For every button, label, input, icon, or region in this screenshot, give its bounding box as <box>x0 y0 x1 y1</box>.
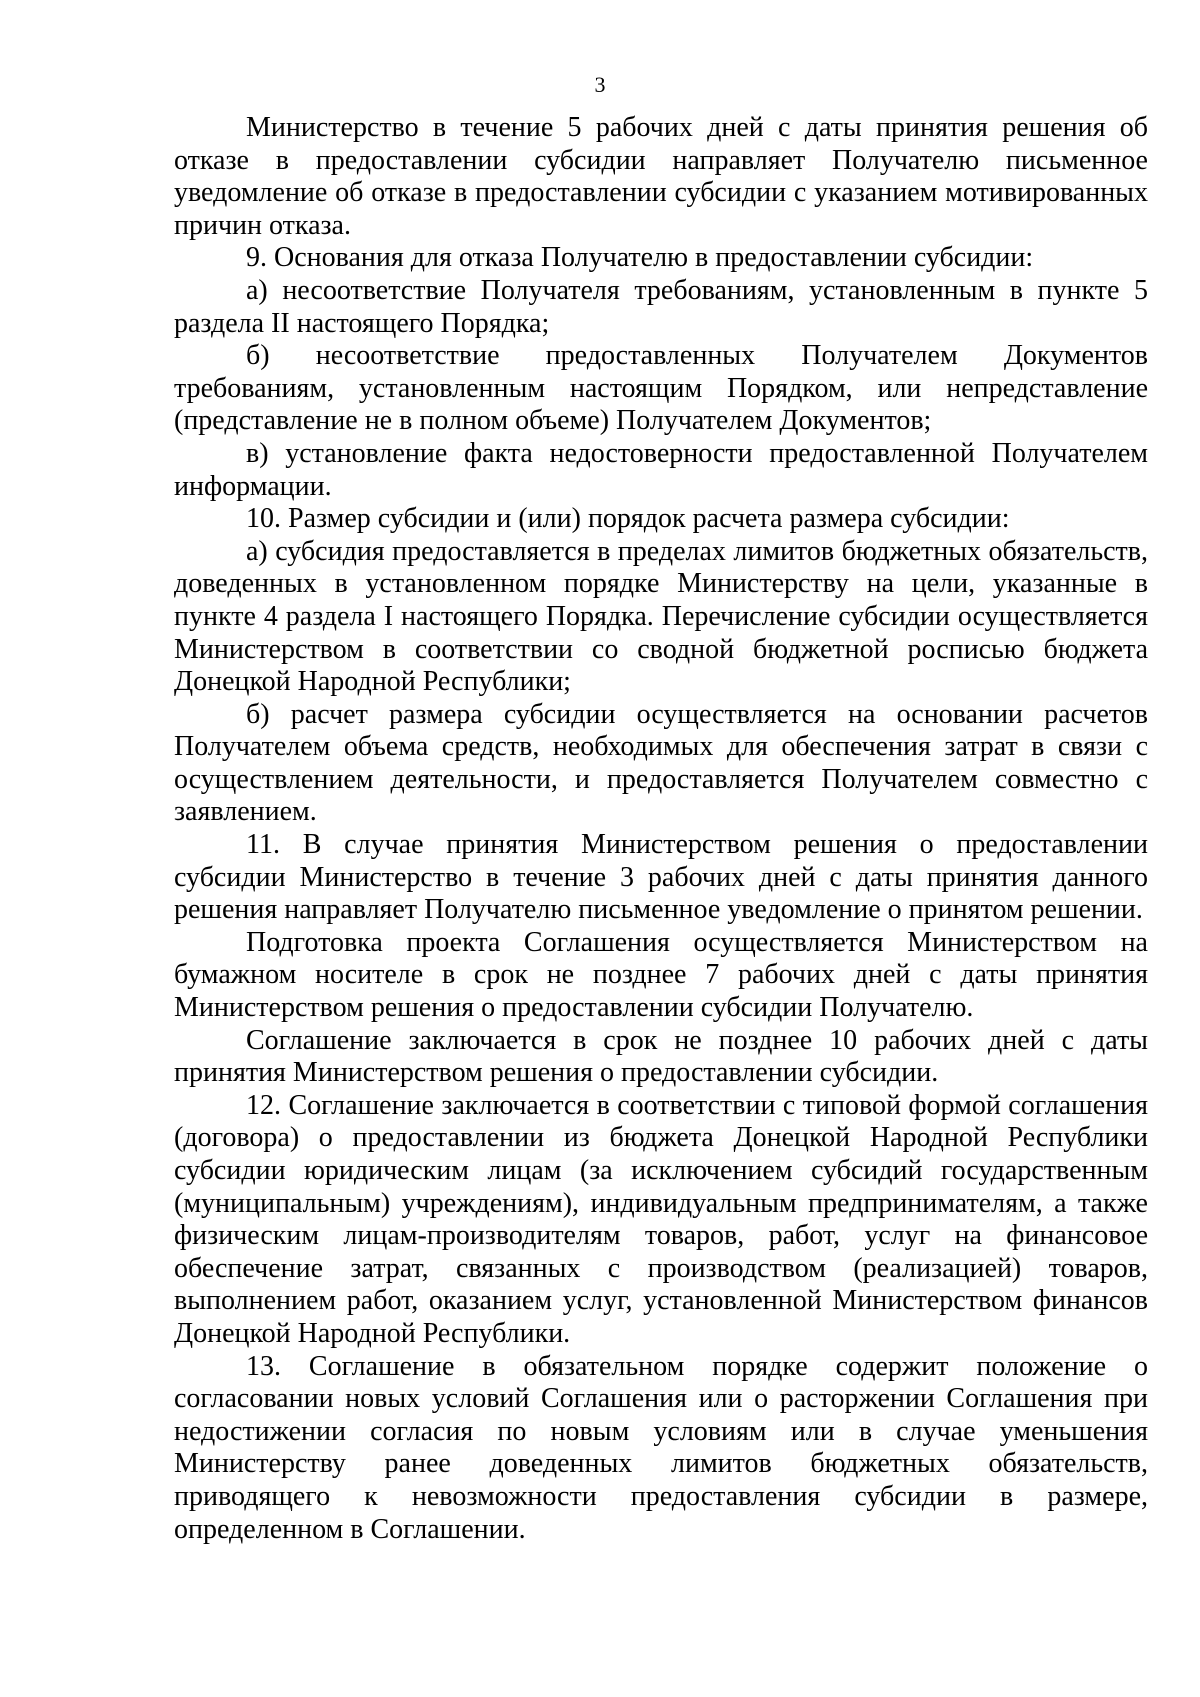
paragraph: Подготовка проекта Соглашения осуществляется Министерством на бумажном носителе в срок не позднее 7 рабочих дней с даты принятия Министерством решения о предоставлении субсидии Получателю. <box>174 926 1148 1024</box>
paragraph: а) субсидия предоставляется в пределах лимитов бюджетных обязательств, доведенных в установленном порядке Министерству на цели, указанные в пункте 4 раздела I настоящего Порядка. Перечисление субсидии осуществляется Министерством в соответствии со сводной бюджетной росписью бюджета Донецкой Народной Республики; <box>174 535 1148 698</box>
paragraph: 11. В случае принятия Министерством решения о предоставлении субсидии Министерство в течение 3 рабочих дней с даты принятия данного решения направляет Получателю письменное уведомление о принятом решении. <box>174 829 1148 926</box>
paragraph: Министерство в течение 5 рабочих дней с даты принятия решения об отказе в предоставлении субсидии направляет Получателю письменное уведомление об отказе в предоставлении субсидии с указанием мотивированных причин отказа. <box>174 112 1148 241</box>
paragraph: 13. Соглашение в обязательном порядке содержит положение о согласовании новых условий Соглашения или о расторжении Соглашения при недостижении согласия по новым условиям или в случае уменьшения Министерству ранее доведенных лимитов бюджетных обязательств, приводящего к невозможности предоставления субсидии в размере, определенном в Соглашении. <box>174 1350 1148 1545</box>
paragraph: б) несоответствие предоставленных Получателем Документов требованиям, установленным настоящим Порядком, или непредставление (представление не в полном объеме) Получателем Документов; <box>174 340 1148 437</box>
paragraph: 10. Размер субсидии и (или) порядок расчета размера субсидии: <box>246 503 1010 535</box>
paragraph: б) расчет размера субсидии осуществляется на основании расчетов Получателем объема средств, необходимых для обеспечения затрат в связи с осуществлением деятельности, и предоставляется Получателем совместно с заявлением. <box>174 698 1148 828</box>
page-number: 3 <box>594 72 606 97</box>
paragraph: Соглашение заключается в срок не позднее 10 рабочих дней с даты принятия Министерством решения о предоставлении субсидии. <box>174 1024 1148 1089</box>
paragraph: а) несоответствие Получателя требованиям, установленным в пункте 5 раздела II настоящего Порядка; <box>174 274 1148 339</box>
paragraph: 9. Основания для отказа Получателю в предоставлении субсидии: <box>246 242 1034 274</box>
paragraph: в) установление факта недостоверности предоставленной Получателем информации. <box>174 437 1148 502</box>
document-body <box>174 112 1148 1546</box>
paragraph: 12. Соглашение заключается в соответствии с типовой формой соглашения (договора) о предоставлении из бюджета Донецкой Народной Республики субсидии юридическим лицам (за исключением субсидий государственным (муниципальным) учреждениям), индивидуальным предпринимателям, а также физическим лицам-производителям товаров, работ, услуг на финансовое обеспечение затрат, связанных с производством (реализацией) товаров, выполнением работ, оказанием услуг, установленной Министерством финансов Донецкой Народной Республики. <box>174 1089 1148 1349</box>
